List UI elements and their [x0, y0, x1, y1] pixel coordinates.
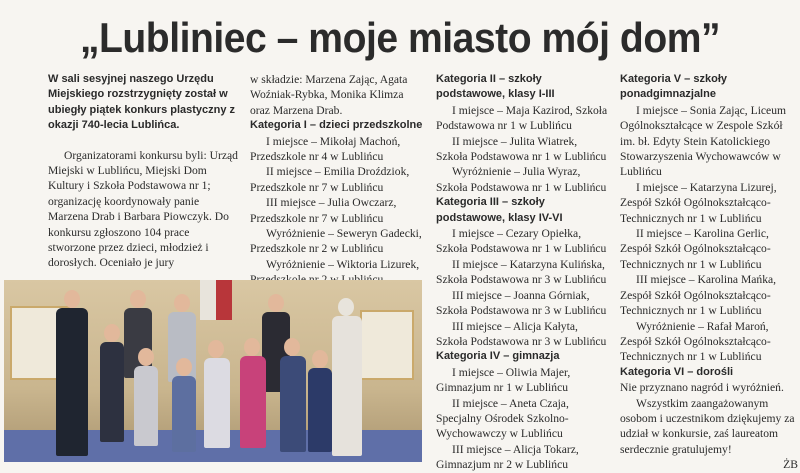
category-heading: Kategoria III – szkoły podstawowe, klasy IV-VI — [436, 196, 563, 224]
flag — [216, 280, 232, 320]
category-heading: Kategoria I – dzieci przedszkolne — [250, 119, 423, 132]
result-entry: I miejsce – Katarzyna Lizurej, Zespół Szkół Ogólnokształcąco-Technicznych nr 1 w Lublińcu — [620, 180, 777, 225]
result-entry: Wyróżnienie – Julia Wyraz, Szkoła Podstawowa nr 1 w Lublińcu — [436, 165, 607, 194]
jury-continuation: w składzie: Marzena Zając, Agata Woźniak-Rybka, Monika Klimza oraz Marzena Drab. — [250, 73, 408, 117]
closing-paragraph: Wszystkim zaangażowanym osobom i uczestnikom dziękujemy za udział w konkursie, zaś laureatom serdecznie gratulujemy! — [620, 396, 795, 456]
article-lead: W sali sesyjnej naszego Urzędu Miejskiego rozstrzygnięty został w ubiegły piątek konkurs plastyczny z okazji 740-lecia Lublińca. — [48, 73, 236, 132]
category-heading: Kategoria IV – gimnazja — [436, 350, 560, 363]
no-awards-note: Nie przyznano nagród i wyróżnień. — [620, 381, 784, 395]
category-heading: Kategoria V – szkoły ponadgimnazjalne — [620, 73, 727, 101]
result-entry: II miejsce – Julita Wiatrek, Szkoła Podstawowa nr 1 w Lublińcu — [436, 134, 607, 164]
result-entry: I miejsce – Oliwia Majer, Gimnazjum nr 1 w Lublińcu — [436, 365, 571, 395]
article-headline: „Lubliniec – moje miasto mój dom” — [79, 14, 721, 61]
result-entry: Wyróżnienie – Wiktoria Lizurek, — [266, 257, 420, 271]
article-column-1 — [48, 72, 238, 271]
flag — [200, 280, 216, 320]
category-heading: Kategoria VI – dorośli — [620, 365, 734, 378]
result-entry: III miejsce – Alicja Tokarz, Gimnazjum nr 2 w Lublińcu — [436, 442, 579, 472]
article-column-4 — [620, 72, 798, 473]
result-entry: II miejsce – Emilia Droździok, Przedszkole nr 7 w Lublińcu — [250, 165, 410, 194]
article-column-3 — [436, 72, 608, 473]
author-signature: ŻB — [783, 458, 798, 472]
result-entry: III miejsce – Julia Owczarz, Przedszkole nr 7 w Lublińcu — [250, 196, 397, 225]
result-entry: II miejsce – Katarzyna Kulińska, Szkoła Podstawowa nr 3 w Lublińcu — [436, 257, 607, 287]
result-entry: I miejsce – Sonia Zając, Liceum Ogólnokształcące w Zespole Szkół im. bł. Edyty Stein Katolickiego Stowarzyszenia Wychowawców w Lublińcu — [620, 103, 787, 179]
category-heading: Kategoria II – szkoły podstawowe, klasy I-III — [436, 73, 555, 101]
result-entry: III miejsce – Alicja Kałyta, Szkoła Podstawowa nr 3 w Lublińcu — [436, 319, 607, 348]
article-body-paragraph: Organizatorami konkursu byli: Urząd Miejski w Lublińcu, Miejski Dom Kultury i Szkoła Podstawowa nr 1; organizację koordynowały panie Marzena Drab i Barbara Piowczyk. Do konkursu zgłoszono 104 prace stworzone przez dzieci, młodzież i dorosłych. Oceniało je jury — [48, 148, 238, 270]
result-entry: I miejsce – Maja Kazirod, Szkoła Podstawowa nr 1 w Lublińcu — [436, 103, 608, 133]
result-entry: III miejsce – Joanna Górniak, Szkoła Podstawowa nr 3 w Lublińcu — [436, 288, 607, 318]
result-entry: Wyróżnienie – Rafał Maroń, Zespół Szkół Ogólnokształcąco-Technicznych nr 1 w Lublińcu — [620, 319, 771, 364]
article-column-2 — [250, 72, 426, 288]
result-entry: II miejsce – Aneta Czaja, Specjalny Ośrodek Szkolno-Wychowawczy w Lublińcu — [436, 396, 569, 441]
result-entry: Wyróżnienie – Seweryn Gadecki, Przedszkole nr 2 w Lublińcu — [250, 227, 422, 256]
group-photo — [4, 280, 422, 462]
result-entry: II miejsce – Karolina Gerlic, Zespół Szkół Ogólnokształcąco-Technicznych nr 1 w Lublińcu — [620, 227, 771, 271]
result-entry: I miejsce – Mikołaj Machoń, Przedszkole nr 4 w Lublińcu — [250, 134, 401, 164]
result-entry: III miejsce – Karolina Mańka, Zespół Szkół Ogólnokształcąco-Technicznych nr 1 w Lublińcu — [620, 273, 777, 318]
result-entry: I miejsce – Cezary Opiełka, Szkoła Podstawowa nr 1 w Lublińcu — [436, 227, 607, 256]
artwork-easel — [360, 310, 414, 380]
